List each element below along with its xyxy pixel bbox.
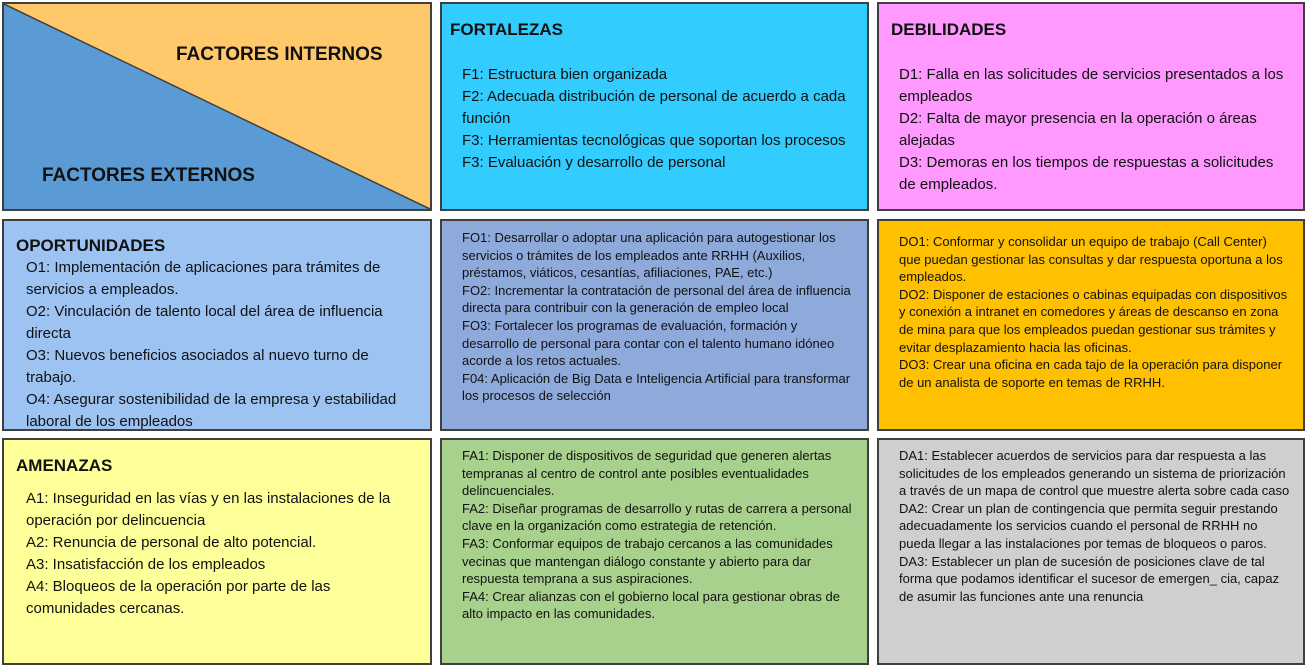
list-item: O3: Nuevos beneficios asociados al nuevo turno de trabajo. bbox=[26, 347, 369, 386]
list-item: O2: Vinculación de talento local del área de influencia directa bbox=[26, 303, 383, 342]
list-item: F04: Aplicación de Big Data e Inteligencia Artificial para transformar los procesos de selección bbox=[462, 370, 851, 404]
da-strategies-box bbox=[877, 438, 1305, 665]
list-item: FO2: Incrementar la contratación de personal del área de influencia directa para contribuir con la generación de empleo local bbox=[462, 282, 851, 316]
fo-strategies-list bbox=[462, 229, 852, 405]
list-item: D2: Falta de mayor presencia en la operación o áreas alejadas bbox=[899, 110, 1257, 149]
strengths-box bbox=[440, 2, 869, 211]
list-item: FA2: Diseñar programas de desarrollo y rutas de carrera a personal clave en la organización como estrategia de retención. bbox=[462, 500, 852, 534]
list-item: FA3: Conformar equipos de trabajo cercanos a las comunidades vecinas que mantengan diálogo constante y abierto para dar respuesta temprana a sus aspiraciones. bbox=[462, 535, 833, 587]
list-item: FO1: Desarrollar o adoptar una aplicación para autogestionar los servicios o trámites de los empleados ante RRHH (Auxilios, préstamos, viáticos, cesantías, afiliaciones, PAE, etc.) bbox=[462, 230, 836, 281]
weaknesses-box bbox=[877, 2, 1305, 211]
weaknesses-title: DEBILIDADES bbox=[891, 20, 1007, 39]
list-item: F3: Herramientas tecnológicas que soportan los procesos bbox=[462, 132, 846, 149]
factors-corner bbox=[2, 2, 432, 211]
strengths-list bbox=[462, 64, 860, 174]
list-item: D1: Falla en las solicitudes de servicios presentados a los empleados bbox=[899, 66, 1284, 105]
list-item: F3: Evaluación y desarrollo de personal bbox=[462, 154, 726, 171]
list-item: DA1: Establecer acuerdos de servicios para dar respuesta a las solicitudes de los empleados generando un sistema de priorización a través de un mapa de control que muestre alerta sobre cada caso bbox=[899, 448, 1290, 499]
threats-list bbox=[26, 488, 416, 620]
do-strategies-box bbox=[877, 219, 1305, 431]
list-item: FA1: Disponer de dispositivos de seguridad que generen alertas tempranas al centro de control ante posibles eventualidades delincuenciales. bbox=[462, 448, 832, 499]
list-item: F2: Adecuada distribución de personal de acuerdo a cada función bbox=[462, 88, 846, 127]
list-item: DA2: Crear un plan de contingencia que permita seguir prestando adecuadamente los servicios cuando el personal de RRHH no pueda llegar a las instalaciones por temas de bloqueos o paros. bbox=[899, 500, 1278, 551]
weaknesses-list bbox=[899, 64, 1289, 196]
fo-strategies-box bbox=[440, 219, 869, 431]
fa-strategies-box bbox=[440, 438, 869, 665]
opportunities-list bbox=[26, 257, 414, 431]
list-item: DA3: Establecer un plan de sucesión de posiciones clave de tal forma que podamos identificar el sucesor de emergen_ cia, capaz de asumir las funciones ante una renuncia bbox=[899, 553, 1280, 604]
list-item: DO3: Crear una oficina en cada tajo de la operación para disponer de un analista de soporte en temas de RRHH. bbox=[899, 357, 1283, 390]
list-item: A4: Bloqueos de la operación por parte de las comunidades cercanas. bbox=[26, 578, 331, 617]
list-item: DO2: Disponer de estaciones o cabinas equipadas con dispositivos y conexión a intranet en comedores y áreas de descanso en zona de mina para que los empleados puedan gestionar sus trámites y evitar desplazamiento hacia las oficinas. bbox=[899, 286, 1288, 355]
list-item: A1: Inseguridad en las vías y en las instalaciones de la operación por delincuencia bbox=[26, 490, 391, 529]
list-item: F1: Estructura bien organizada bbox=[462, 66, 668, 83]
list-item: DO1: Conformar y consolidar un equipo de trabajo (Call Center) que puedan gestionar las consultas y dar respuesta oportuna a los empleados. bbox=[899, 234, 1283, 285]
list-item: O4: Asegurar sostenibilidad de la empresa y estabilidad laboral de los empleados bbox=[26, 391, 397, 430]
opportunities-title: OPORTUNIDADES bbox=[16, 236, 166, 255]
opportunities-box bbox=[2, 219, 432, 431]
list-item: O1: Implementación de aplicaciones para trámites de servicios a empleados. bbox=[26, 259, 381, 298]
threats-title: AMENAZAS bbox=[16, 456, 113, 475]
list-item: A2: Renuncia de personal de alto potencial. bbox=[26, 534, 317, 551]
list-item: D3: Demoras en los tiempos de respuestas a solicitudes de empleados. bbox=[899, 154, 1274, 193]
fa-strategies-list bbox=[462, 447, 854, 623]
do-strategies-list bbox=[899, 233, 1291, 391]
list-item: A3: Insatisfacción de los empleados bbox=[26, 556, 266, 573]
da-strategies-list bbox=[899, 447, 1293, 605]
threats-box bbox=[2, 438, 432, 665]
external-factors-label: FACTORES EXTERNOS bbox=[42, 165, 255, 186]
list-item: FO3: Fortalecer los programas de evaluación, formación y desarrollo de personal para contar con el talento humano idóneo acorde a los retos actuales. bbox=[462, 317, 835, 369]
internal-factors-label: FACTORES INTERNOS bbox=[176, 44, 383, 65]
list-item: FA4: Crear alianzas con el gobierno local para gestionar obras de alto impacto en las comunidades. bbox=[462, 588, 840, 622]
strengths-title: FORTALEZAS bbox=[450, 20, 564, 39]
